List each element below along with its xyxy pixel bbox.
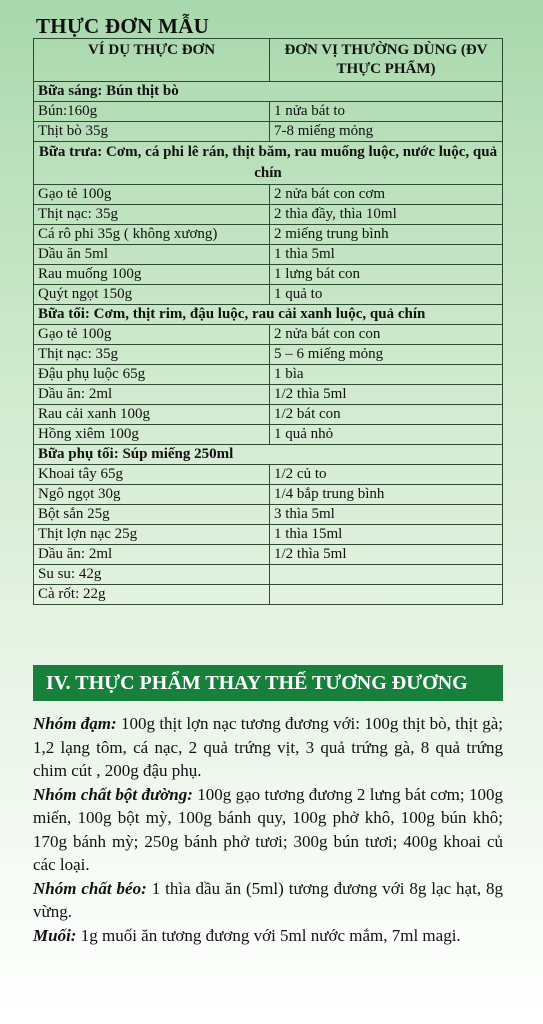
unit-cell (270, 565, 503, 585)
table-row (34, 285, 503, 305)
meal-section-row (34, 142, 503, 185)
food-cell: Cá rô phi 35g ( không xương) (34, 225, 270, 245)
unit-cell: 1 quả nhỏ (270, 425, 503, 445)
unit-cell: 2 thìa đầy, thìa 10ml (270, 205, 503, 225)
table-row (34, 185, 503, 205)
unit-cell: 2 miếng trung bình (270, 225, 503, 245)
food-cell: Rau muống 100g (34, 265, 270, 285)
food-cell: Khoai tây 65g (34, 465, 270, 485)
food-cell: Rau cải xanh 100g (34, 405, 270, 425)
table-row (34, 265, 503, 285)
meal-section-row (34, 305, 503, 325)
table-row (34, 585, 503, 605)
table-row (34, 505, 503, 525)
food-cell: Su su: 42g (34, 565, 270, 585)
table-row (34, 345, 503, 365)
meal-section-title: Bữa sáng: Bún thịt bò (34, 82, 503, 102)
food-cell: Thịt lợn nạc 25g (34, 525, 270, 545)
food-cell: Hồng xiêm 100g (34, 425, 270, 445)
table-body (34, 82, 503, 605)
table-row (34, 565, 503, 585)
meal-section-row (34, 445, 503, 465)
food-cell: Bún:160g (34, 102, 270, 122)
food-cell: Dầu ăn: 2ml (34, 545, 270, 565)
table-row (34, 225, 503, 245)
food-cell: Gạo tẻ 100g (34, 185, 270, 205)
unit-cell: 7-8 miếng mỏng (270, 122, 503, 142)
food-cell: Gạo tẻ 100g (34, 325, 270, 345)
food-cell: Dầu ăn 5ml (34, 245, 270, 265)
equivalents-text (33, 712, 503, 947)
group-name: Nhóm chất béo: (33, 878, 147, 898)
food-cell: Thịt nạc: 35g (34, 205, 270, 225)
unit-cell: 1 lưng bát con (270, 265, 503, 285)
unit-cell: 1 thìa 5ml (270, 245, 503, 265)
table-row (34, 405, 503, 425)
table-row (34, 325, 503, 345)
food-cell: Dầu ăn: 2ml (34, 385, 270, 405)
unit-cell: 1/2 củ to (270, 465, 503, 485)
menu-title: THỰC ĐƠN MẪU (36, 14, 210, 38)
unit-cell: 1/2 thìa 5ml (270, 545, 503, 565)
header-unit: ĐƠN VỊ THƯỜNG DÙNG (ĐV THỰC PHẨM) (270, 39, 503, 82)
table-row (34, 122, 503, 142)
table-row (34, 425, 503, 445)
unit-cell: 1/4 bắp trung bình (270, 485, 503, 505)
group-name: Muối: (33, 925, 77, 945)
table-row (34, 525, 503, 545)
food-cell: Đậu phụ luộc 65g (34, 365, 270, 385)
table-header-row (34, 39, 503, 82)
table-row (34, 365, 503, 385)
meal-section-title: Bữa tối: Cơm, thịt rim, đậu luộc, rau cải xanh luộc, quả chín (34, 305, 503, 325)
meal-section-title: Bữa trưa: Cơm, cá phi lê rán, thịt băm, rau muống luộc, nước luộc, quả chín (34, 142, 503, 185)
food-cell: Ngô ngọt 30g (34, 485, 270, 505)
unit-cell (270, 585, 503, 605)
meal-section-row (34, 82, 503, 102)
unit-cell: 1/2 bát con (270, 405, 503, 425)
sample-menu-table (33, 38, 503, 605)
table-row (34, 545, 503, 565)
table-row (34, 485, 503, 505)
group-text: 1g muối ăn tương đương với 5ml nước mắm, 7ml magi. (76, 925, 461, 945)
table-row (34, 465, 503, 485)
unit-cell: 1/2 thìa 5ml (270, 385, 503, 405)
group-text: 100g thịt lợn nạc tương đương với: 100g thịt bò, thịt gà; 1,2 lạng tôm, cá nạc, 2 quả trứng vịt, 3 quả trứng gà, 8 quả trứng chim cút , 200g đậu phụ. (33, 714, 503, 780)
table-row (34, 102, 503, 122)
table-row (34, 385, 503, 405)
food-cell: Bột sắn 25g (34, 505, 270, 525)
unit-cell: 2 nửa bát con con (270, 325, 503, 345)
section-heading: IV. THỰC PHẨM THAY THẾ TƯƠNG ĐƯƠNG (33, 665, 503, 701)
unit-cell: 3 thìa 5ml (270, 505, 503, 525)
group-text: 100g gạo tương đương 2 lưng bát cơm; 100g miến, 100g bột mỳ, 100g bánh quy, 100g phở khô, 100g bún khô; 170g bánh mỳ; 250g bánh phở tươi; 300g bún tươi; 400g khoai củ các loại. (33, 784, 503, 874)
unit-cell: 5 – 6 miếng mỏng (270, 345, 503, 365)
equivalent-group (33, 877, 503, 924)
unit-cell: 1 nửa bát to (270, 102, 503, 122)
unit-cell: 1 quả to (270, 285, 503, 305)
group-name: Nhóm đạm: (33, 714, 117, 733)
equivalent-group (33, 783, 503, 877)
table-row (34, 245, 503, 265)
equivalent-group (33, 712, 503, 783)
table-row (34, 205, 503, 225)
meal-section-title: Bữa phụ tối: Súp miếng 250ml (34, 445, 503, 465)
equivalent-group (33, 924, 503, 948)
food-cell: Thịt nạc: 35g (34, 345, 270, 365)
unit-cell: 1 bìa (270, 365, 503, 385)
food-cell: Quýt ngọt 150g (34, 285, 270, 305)
group-name: Nhóm chất bột đường: (33, 784, 193, 804)
group-text: 1 thìa dầu ăn (5ml) tương đương với 8g lạc hạt, 8g vừng. (33, 878, 504, 921)
unit-cell: 1 thìa 15ml (270, 525, 503, 545)
unit-cell: 2 nửa bát con cơm (270, 185, 503, 205)
header-menu-example: VÍ DỤ THỰC ĐƠN (34, 39, 270, 82)
food-cell: Cà rốt: 22g (34, 585, 270, 605)
food-cell: Thịt bò 35g (34, 122, 270, 142)
